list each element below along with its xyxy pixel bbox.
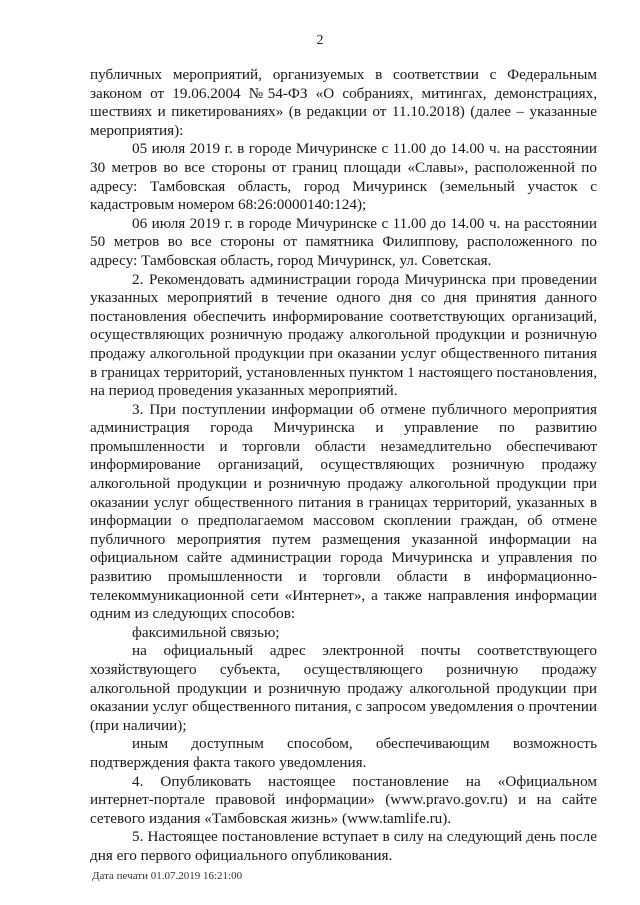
paragraph-event-july-5: 05 июля 2019 г. в городе Мичуринске с 11.00 до 14.00 ч. на расстоянии 30 метров во все стороны от границ площади «Славы», расположенной по адресу: Тамбовская область, город Мичуринск (земельный участок с кадастровым номером 68:26:0000140:124); [90,140,597,214]
paragraph-method-other: иным доступным способом, обеспечивающим возможность подтверждения факта такого уведомления. [90,735,597,771]
paragraph-clause-5: 5. Настоящее постановление вступает в силу на следующий день после дня его первого официального опубликования. [90,828,597,864]
document-body [90,66,597,866]
paragraph-clause-2: 2. Рекомендовать администрации города Мичуринска при проведении указанных мероприятий в течение одного дня со дня принятия данного постановления обеспечить информирование соответствующих организаций, осуществляющих розничную продажу алкогольной продукции и розничную продажу алкогольной продукции при оказании услуг общественного питания в границах территорий, установленных пунктом 1 настоящего постановления, на период проведения указанных мероприятий. [90,270,598,400]
paragraph-method-fax: факсимильной связью; [132,623,280,641]
paragraph-clause-3: 3. При поступлении информации об отмене публичного мероприятия администрация города Мичуринска и управление по развитию промышленности и торговли области незамедлительно обеспечивают информирование организаций, осуществляющих розничную продажу алкогольной продукции и розничную продажу алкогольной продукции при оказании услуг общественного питания в границах территорий, указанных в информации о предполагаемом массовом скоплении граждан, об отмене публичного мероприятия путем размещения указанной информации на официальном сайте администрации города Мичуринска и управления по развитию промышленности и торговли области в информационно-телекоммуникационной сети «Интернет», а также направления информации одним из следующих способов: [90,400,597,623]
paragraph-method-email: на официальный адрес электронной почты соответствующего хозяйствующего субъекта, осуществляющего розничную продажу алкогольной продукции и розничную продажу алкогольной продукции при оказании услуг общественного питания, с запросом уведомления о прочтении (при наличии); [90,642,597,734]
print-date-footer: Дата печати 01.07.2019 16:21:00 [92,870,243,882]
paragraph-event-july-6: 06 июля 2019 г. в городе Мичуринске с 11.00 до 14.00 ч. на расстоянии 50 метров во все стороны от памятника Филиппову, расположенного по адресу: Тамбовская область, город Мичуринск, ул. Советская. [90,214,597,269]
paragraph-clause-4: 4. Опубликовать настоящее постановление на «Официальном интернет-портале правовой информации» (www.pravo.gov.ru) и на сайте сетевого издания «Тамбовская жизнь» (www.tamlife.ru). [90,772,597,827]
page-number: 2 [316,33,324,48]
paragraph-intro-continuation: публичных мероприятий, организуемых в соответствии с Федеральным законом от 19.06.2004 №54-ФЗ «О собраниях, митингах, демонстрациях, шествиях и пикетированиях» (в редакции от 11.10.2018) (далее – указанные мероприятия): [90,66,597,139]
